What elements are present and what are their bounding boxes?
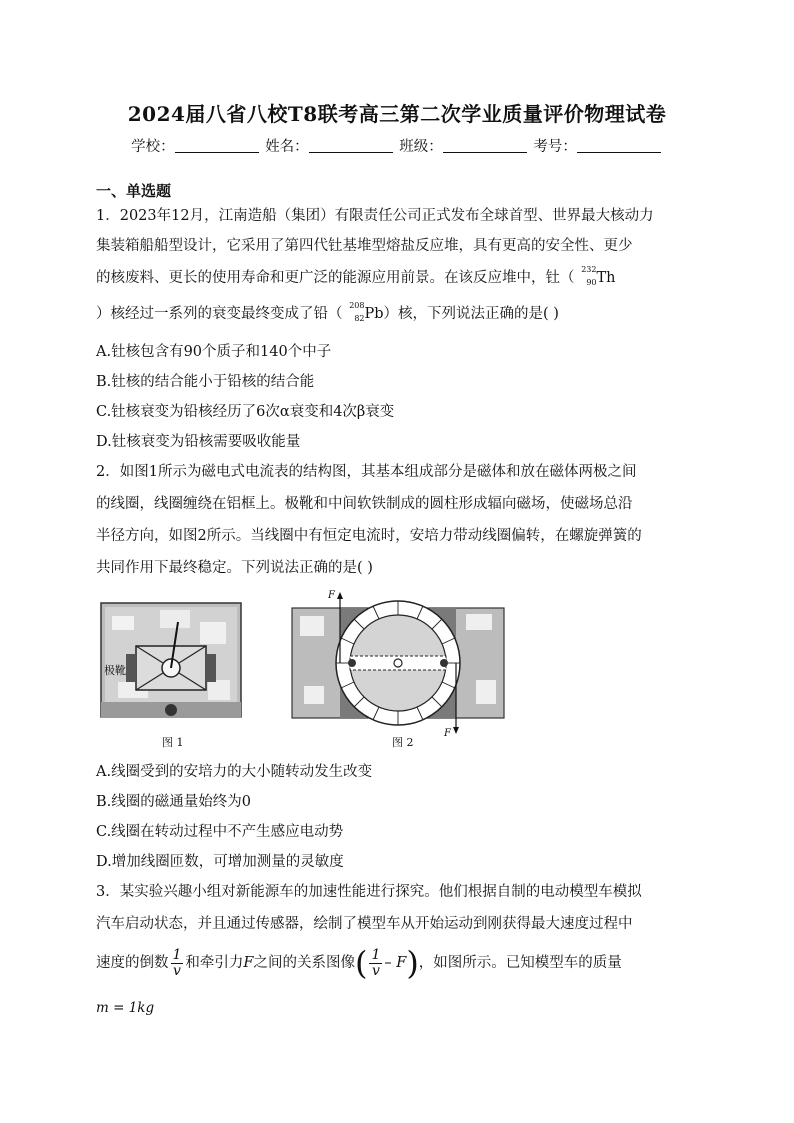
thorium-symbol: Th bbox=[596, 270, 616, 286]
q3-line-3c: 之间的关系图像 bbox=[253, 955, 355, 971]
section-title: 一、单选题 bbox=[96, 182, 172, 200]
lead-symbol: Pb bbox=[364, 306, 384, 322]
fig2-caption-text: 图 2 bbox=[392, 736, 414, 749]
q2-option-a[interactable]: A.线圈受到的安培力的大小随转动发生改变 bbox=[96, 764, 373, 780]
q1-option-a[interactable]: A.钍核包含有90个质子和140个中子 bbox=[96, 344, 332, 360]
q3-line-3a: 速度的倒数 bbox=[96, 955, 169, 971]
exam-title: 2024届八省八校T8联考高三第二次学业质量评价物理试卷 bbox=[127, 102, 667, 126]
q3-mass-value: m = 1kg bbox=[96, 1000, 155, 1016]
q1-line-3-text: 的核废料、更长的使用寿命和更广泛的能源应用前景。在该反应堆中，钍（ bbox=[96, 270, 575, 286]
q3-line-1: 3．某实验兴趣小组对新能源车的加速性能进行探究。他们根据自制的电动模型车模拟 bbox=[96, 884, 642, 900]
q1-line-4b: ）核，下列说法正确的是( ) bbox=[383, 306, 559, 322]
figure-2 bbox=[290, 590, 508, 752]
q2-option-c[interactable]: C.线圈在转动过程中不产生感应电动势 bbox=[96, 824, 344, 840]
q1-line-1: 1．2023年12月，江南造船（集团）有限责任公司正式发布全球首型、世界最大核动力 bbox=[96, 208, 654, 224]
graph-expr: – F bbox=[384, 955, 407, 971]
q1-option-d[interactable]: D.钍核衰变为铅核需要吸收能量 bbox=[96, 434, 301, 450]
q3-line-3b: 和牵引力 bbox=[185, 955, 244, 971]
exam-number-label: 考号： bbox=[533, 139, 577, 155]
name-label: 姓名： bbox=[265, 139, 309, 155]
q1-option-b[interactable]: B.钍核的结合能小于铅核的结合能 bbox=[96, 374, 315, 390]
class-blank[interactable] bbox=[443, 138, 527, 153]
q2-line-1: 2．如图1所示为磁电式电流表的结构图，其基本组成部分是磁体和放在磁体两极之间 bbox=[96, 464, 637, 480]
graph-fraction: $\frac{1}{v}$ bbox=[371, 946, 381, 979]
q3-line-3: 速度的倒数 $\frac{1}{v}$ 和牵引力F之间的关系图像( $\frac{1}{v}$ – F)，如图所示。已知模型车的质量 bbox=[96, 944, 622, 982]
fig1-caption-text: 图 1 bbox=[162, 736, 184, 749]
q1-line-2: 集装箱船船型设计，它采用了第四代钍基堆型熔盐反应堆，具有更高的安全性、更少 bbox=[96, 238, 633, 254]
q2-option-b[interactable]: B.线圈的磁通量始终为0 bbox=[96, 794, 251, 810]
q3-line-3d: ，如图所示。已知模型车的质量 bbox=[418, 955, 622, 971]
q1-line-4a: ）核经过一系列的衰变最终变成了铅（ bbox=[96, 306, 343, 322]
class-label: 班级： bbox=[399, 139, 443, 155]
q1-option-c[interactable]: C.钍核衰变为铅核经历了6次α衰变和4次β衰变 bbox=[96, 404, 395, 420]
name-blank[interactable] bbox=[309, 138, 393, 153]
q1-line-3 bbox=[96, 266, 616, 288]
fig1-pole-label: 极靴 bbox=[104, 664, 126, 677]
figure-1 bbox=[100, 602, 242, 752]
q1-line-4 bbox=[96, 302, 559, 324]
thorium-isotope: 232 90 bbox=[581, 265, 597, 287]
q2-option-d[interactable]: D.增加线圈匝数，可增加测量的灵敏度 bbox=[96, 854, 344, 870]
var-f: F bbox=[243, 955, 254, 971]
force-label-top: F bbox=[328, 590, 335, 601]
q2-line-2: 的线圈，线圈缠绕在铝框上。极靴和中间软铁制成的圆柱形成辐向磁场，使磁场总沿 bbox=[96, 496, 633, 512]
force-label-bottom: F bbox=[444, 728, 451, 739]
school-blank[interactable] bbox=[175, 138, 259, 153]
exam-number-blank[interactable] bbox=[577, 138, 661, 153]
q2-line-3: 半径方向，如图2所示。当线圈中有恒定电流时，安培力带动线圈偏转，在螺旋弹簧的 bbox=[96, 528, 642, 544]
q3-line-2: 汽车启动状态，并且通过传感器，绘制了模型车从开始运动到刚获得最大速度过程中 bbox=[96, 916, 633, 932]
school-label: 学校： bbox=[131, 139, 175, 155]
q2-line-4: 共同作用下最终稳定。下列说法正确的是( ) bbox=[96, 560, 373, 576]
reciprocal-v-fraction: $\frac{1}{v}$ bbox=[172, 946, 182, 979]
lead-isotope: 208 82 bbox=[349, 301, 365, 323]
student-info-line bbox=[0, 135, 794, 156]
